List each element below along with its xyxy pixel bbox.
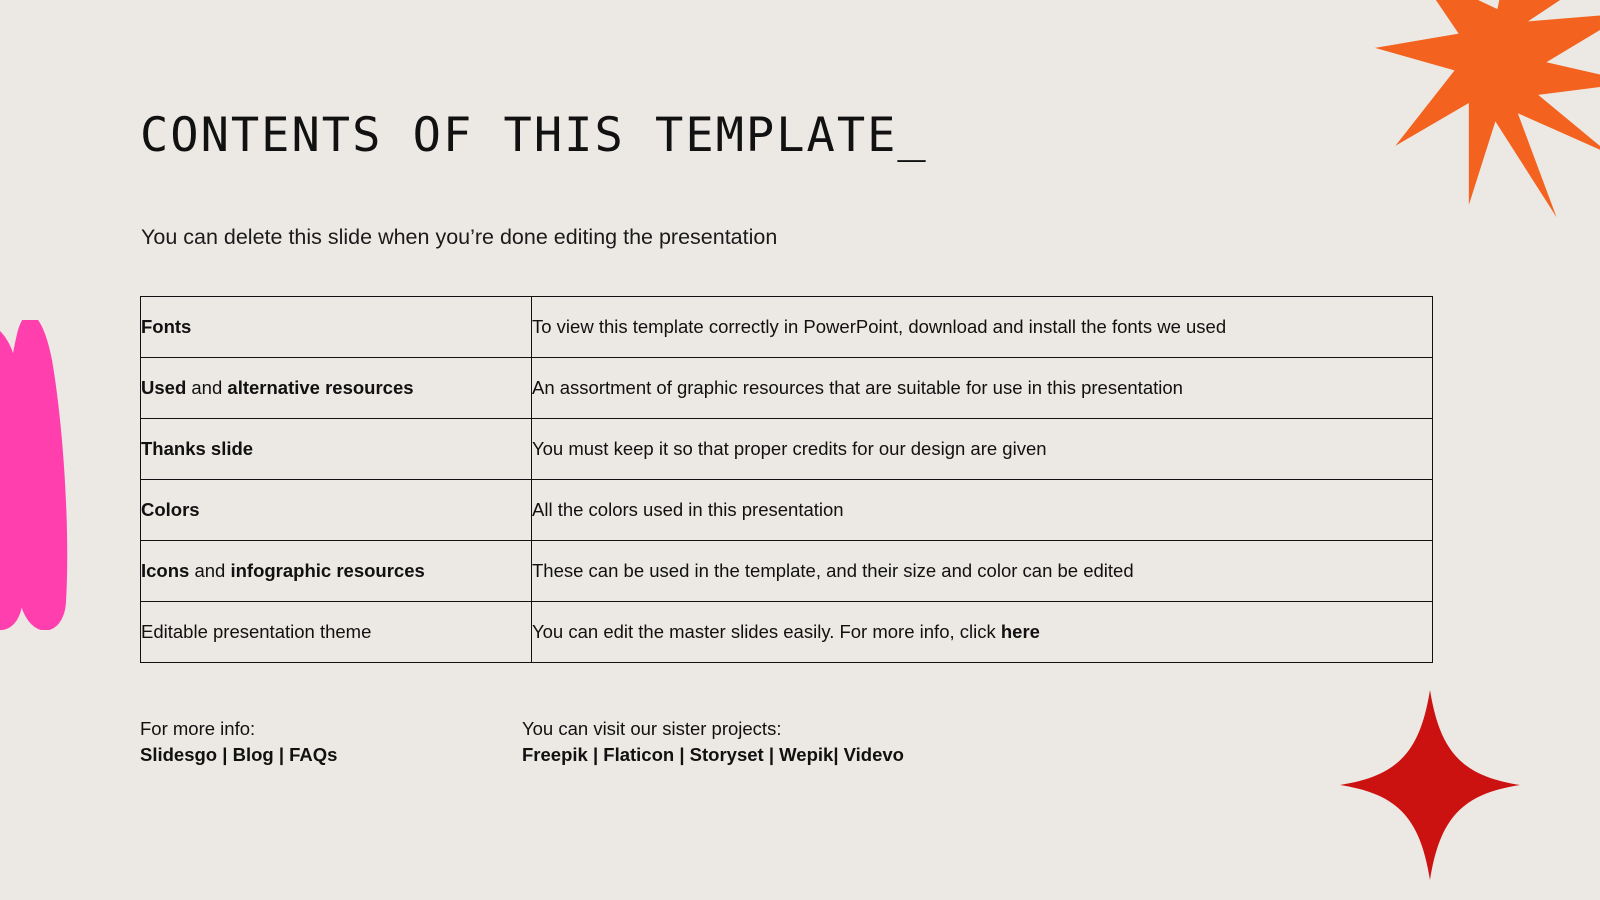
row-description-text: All the colors used in this presentation bbox=[532, 499, 844, 520]
row-label-bold-2: alternative resources bbox=[227, 377, 414, 398]
table-row bbox=[141, 358, 1433, 419]
footer-sister-links: Freepik | Flaticon | Storyset | Wepik| Videvo bbox=[522, 744, 904, 765]
footer-more-info bbox=[140, 716, 337, 768]
link-blog[interactable]: Blog bbox=[232, 744, 274, 765]
row-description-text: To view this template correctly in PowerPoint, download and install the fonts we used bbox=[532, 316, 1227, 337]
row-label bbox=[141, 541, 532, 602]
link-storyset[interactable]: Storyset bbox=[689, 744, 764, 765]
pink-blob-shape bbox=[0, 320, 70, 630]
page-title: CONTENTS OF THIS TEMPLATE_ bbox=[140, 108, 928, 163]
row-description bbox=[532, 358, 1433, 419]
contents-table bbox=[140, 296, 1433, 663]
row-label bbox=[141, 358, 532, 419]
row-description-text: You can edit the master slides easily. For more info, click bbox=[532, 621, 1001, 642]
table-row bbox=[141, 480, 1433, 541]
row-label-bold: Used bbox=[141, 377, 187, 398]
row-description-text: You must keep it so that proper credits for our design are given bbox=[532, 438, 1047, 459]
page-subtitle: You can delete this slide when you’re done editing the presentation bbox=[141, 225, 778, 249]
row-description-text: An assortment of graphic resources that are suitable for use in this presentation bbox=[532, 377, 1183, 398]
row-label-bold-2: infographic resources bbox=[230, 560, 425, 581]
row-description bbox=[532, 297, 1433, 358]
table-row bbox=[141, 297, 1433, 358]
footer-sister-label: You can visit our sister projects: bbox=[522, 718, 782, 739]
row-label-bold: Fonts bbox=[141, 316, 192, 337]
row-description bbox=[532, 541, 1433, 602]
row-description bbox=[532, 480, 1433, 541]
row-label-bold: Thanks slide bbox=[141, 438, 254, 459]
footer-sister-projects bbox=[522, 716, 904, 768]
link-wepik[interactable]: Wepik bbox=[779, 744, 834, 765]
row-description bbox=[532, 602, 1433, 663]
row-label bbox=[141, 297, 532, 358]
footer-more-info-label: For more info: bbox=[140, 718, 256, 739]
table-row bbox=[141, 419, 1433, 480]
row-label-plain: Editable presentation theme bbox=[141, 621, 372, 642]
link-freepik[interactable]: Freepik bbox=[522, 744, 588, 765]
link-flaticon[interactable]: Flaticon bbox=[603, 744, 675, 765]
table-row bbox=[141, 602, 1433, 663]
slide-content bbox=[140, 0, 1460, 900]
row-label-bold: Colors bbox=[141, 499, 200, 520]
link-videvo[interactable]: Videvo bbox=[843, 744, 904, 765]
row-label-plain: and bbox=[186, 377, 228, 398]
row-label-bold: Icons bbox=[141, 560, 190, 581]
row-label-plain: and bbox=[189, 560, 231, 581]
link-faqs[interactable]: FAQs bbox=[289, 744, 338, 765]
row-description bbox=[532, 419, 1433, 480]
footer-more-info-links: Slidesgo | Blog | FAQs bbox=[140, 744, 338, 765]
row-label bbox=[141, 602, 532, 663]
here-link[interactable]: here bbox=[1000, 621, 1040, 642]
row-label bbox=[141, 419, 532, 480]
link-slidesgo[interactable]: Slidesgo bbox=[140, 744, 218, 765]
table-row bbox=[141, 541, 1433, 602]
row-description-text: These can be used in the template, and their size and color can be edited bbox=[532, 560, 1134, 581]
row-label bbox=[141, 480, 532, 541]
